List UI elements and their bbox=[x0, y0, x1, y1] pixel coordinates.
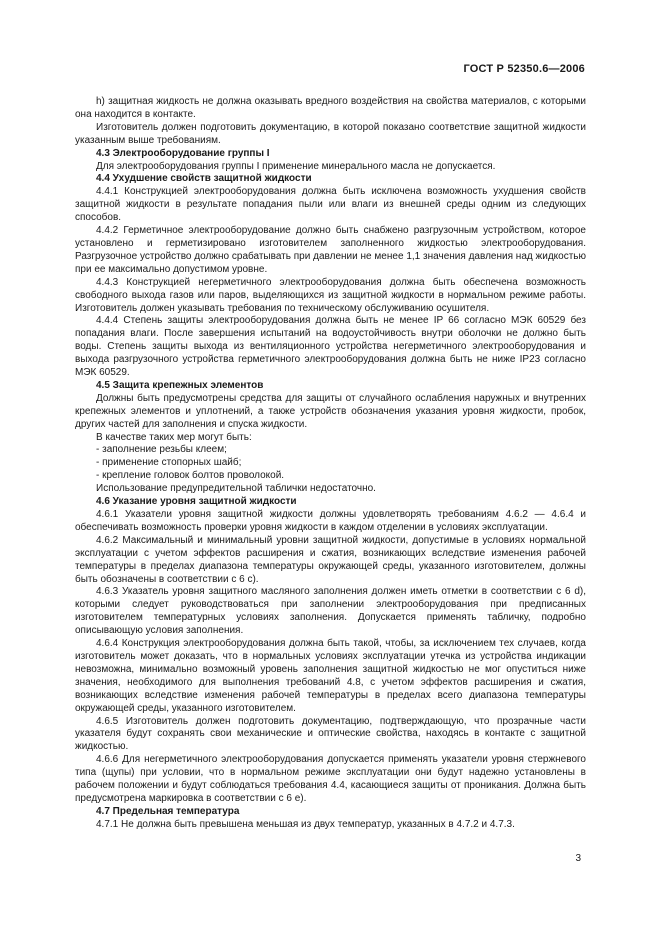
body-paragraph: 4.6.5 Изготовитель должен подготовить документацию, подтверждающую, что прозрачные части указателя будут сохранять свои механические и оптические свойства, находясь в контакте с защитной жидкостью. bbox=[75, 715, 586, 753]
section-heading: 4.4 Ухудшение свойств защитной жидкости bbox=[96, 173, 312, 185]
body-paragraph: 4.4.1 Конструкцией электрооборудования должна быть исключена возможность ухудшения свойств защитной жидкости в результате попадания пыли или влаги из внешней среды одним из следующих способов. bbox=[75, 186, 586, 224]
section-heading: 4.7 Предельная температура bbox=[96, 805, 240, 817]
body-paragraph: 4.6.6 Для негерметичного электрооборудования допускается применять указатели уровня стержневого типа (щупы) при условии, что в нормальном режиме эксплуатации они будут надежно установлены в рабочем положении и будут соблюдаться требования 4.4, касающиеся защиты от проникания. Должна быть предусмотрена маркировка в соответствии с 6 е). bbox=[75, 754, 586, 804]
body-paragraph: Должны быть предусмотрены средства для защиты от случайного ослабления наружных и внутренних крепежных элементов и уплотнений, а также устройств обозначения указания уровня жидкости, пробок, других частей для заполнения и спуска жидкости. bbox=[75, 392, 586, 430]
body-paragraph: h) защитная жидкость не должна оказывать вредного воздействия на свойства материалов, с которыми она находится в контакте. bbox=[75, 96, 586, 120]
body-paragraph: 4.6.3 Указатель уровня защитного масляного заполнения должен иметь отметки в соответствии с 6 d), которыми следует руководствоваться при заполнении электрооборудования при предписанных изготовителем температурных условиях заполнения. Допускается применять табличку, подробно описывающую условия заполнения. bbox=[75, 586, 586, 637]
body-paragraph: Для электрооборудования группы I применение минерального масла не допускается. bbox=[96, 160, 496, 172]
body-paragraph: 4.4.4 Степень защиты электрооборудования должна быть не менее IP 66 согласно МЭК 60529 без попадания влаги. После завершения испытаний на водоустойчивость внутри оболочки не должно быть воды. Степень защиты выхода из вентиляционного устройства негерметичного электрооборудования и выхода разгрузочного устройства герметичного электрооборудования должна быть не ниже IP23 согласно МЭК 60529. bbox=[75, 315, 586, 379]
document-id-header: ГОСТ Р 52350.6—2006 bbox=[463, 63, 585, 75]
body-paragraph: 4.6.2 Максимальный и минимальный уровни защитной жидкости, допустимые в условиях нормальной эксплуатации с учетом эффектов расширения и сжатия, возникающих вследствие изменения рабочей температуры в пределах диапазона температуры окружающей среды, указанного изготовителем, должны быть обозначены в соответствии с 6 с). bbox=[75, 534, 586, 585]
section-heading: 4.6 Указание уровня защитной жидкости bbox=[96, 496, 297, 508]
body-paragraph: - заполнение резьбы клеем; bbox=[96, 444, 227, 456]
body-paragraph: 4.6.1 Указатели уровня защитной жидкости должны удовлетворять требованиям 4.6.2 — 4.6.4 и обеспечивать возможность проверки уровня жидкости в каждом отделении в условиях эксплуатации. bbox=[75, 509, 586, 533]
body-paragraph: 4.7.1 Не должна быть превышена меньшая из двух температур, указанных в 4.7.2 и 4.7.3. bbox=[96, 818, 515, 830]
section-heading: 4.3 Электрооборудование группы I bbox=[96, 147, 270, 159]
body-paragraph: 4.4.3 Конструкцией негерметичного электрооборудования должна быть обеспечена возможность свободного выхода газов или паров, выделяющихся из защитной жидкости в нормальном режиме работы. Изготовитель должен указывать требования по техническому обслуживанию осушителя. bbox=[75, 276, 586, 314]
body-paragraph: - применение стопорных шайб; bbox=[96, 457, 242, 469]
body-paragraph: 4.4.2 Герметичное электрооборудование должно быть снабжено разгрузочным устройством, которое установлено и герметизировано изготовителем заполненного жидкостью электрооборудования. Разгрузочное устройство должно срабатывать при давлении не менее 1,1 значения давления над жидкостью при ее максимально допустимом уровне. bbox=[75, 225, 586, 275]
body-paragraph: 4.6.4 Конструкция электрооборудования должна быть такой, чтобы, за исключением тех случаев, когда изготовитель может доказать, что в нормальных условиях эксплуатации утечка из устройства индикации невозможна, минимально возможный уровень заполнения защитной жидкостью не мог опуститься ниже значения, необходимого для выполнения требований 4.8, с учетом эффектов расширения и сжатия, возникающих вследствие изменения рабочей температуры в пределах всего диапазона температуры окружающей среды, указанного изготовителем. bbox=[75, 638, 586, 714]
page-number: 3 bbox=[575, 853, 581, 864]
body-paragraph: В качестве таких мер могут быть: bbox=[96, 431, 252, 443]
section-heading: 4.5 Защита крепежных элементов bbox=[96, 379, 264, 391]
body-paragraph: Изготовитель должен подготовить документацию, в которой показано соответствие защитной жидкости указанным выше требованиям. bbox=[75, 121, 586, 146]
document-body bbox=[75, 96, 586, 832]
body-paragraph: - крепление головок болтов проволокой. bbox=[96, 470, 285, 482]
body-paragraph: Использование предупредительной таблички недостаточно. bbox=[96, 483, 376, 495]
